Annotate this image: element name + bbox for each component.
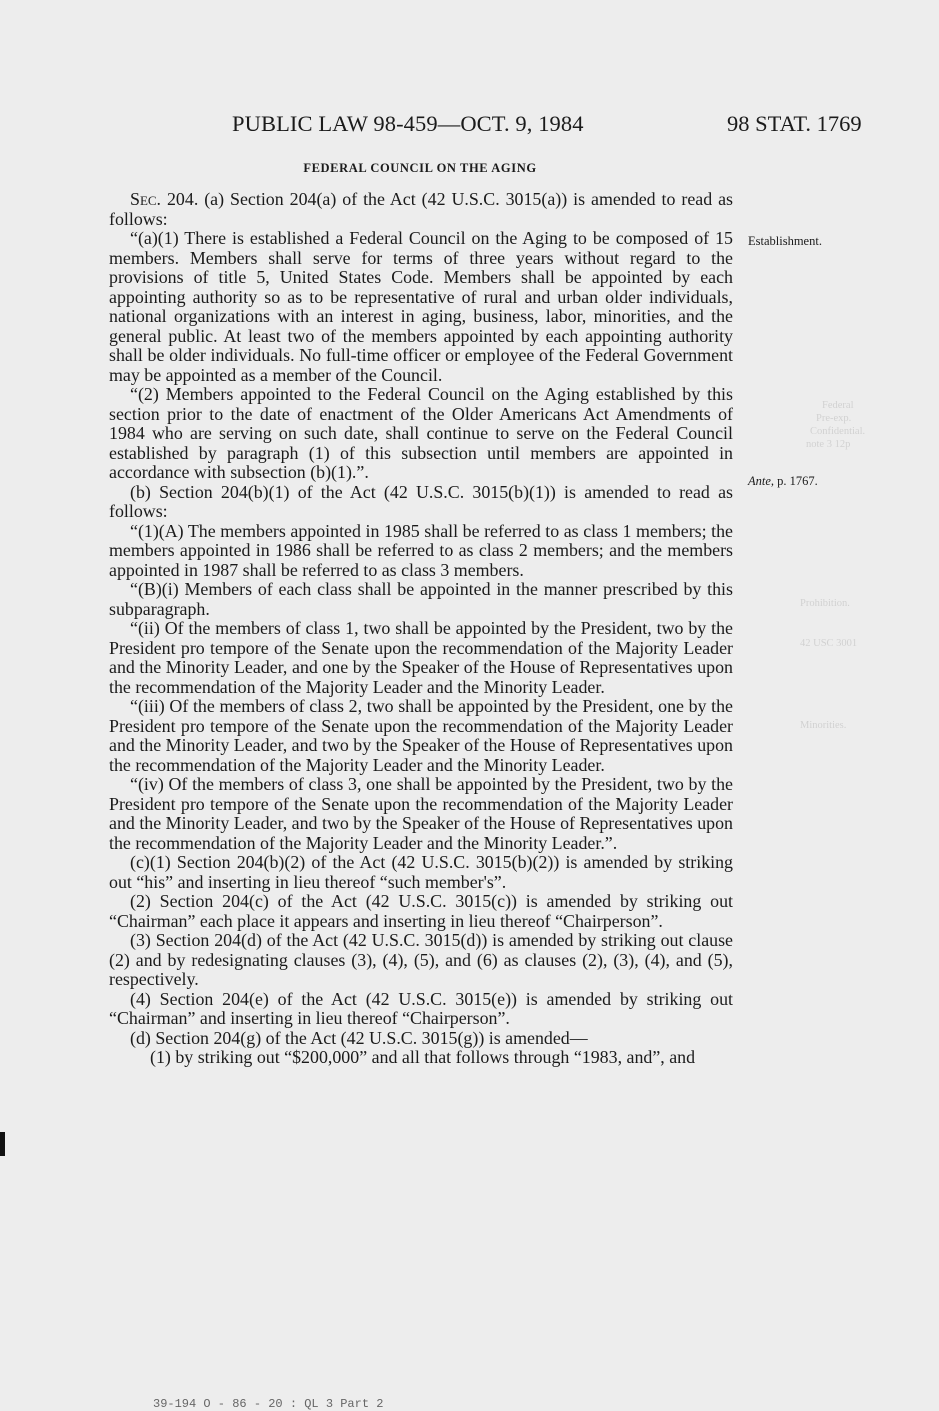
bleed-through-text: 42 USC 3001 <box>800 638 858 649</box>
paragraph-a2: “(2) Members appointed to the Federal Council on the Aging established by this section prior to the date of enactment of the Older Americans Act Amendments of 1984 who are serving on such date, shall continue to serve on the Federal Council established by paragraph (1) of this subsection until members are appointed in accordance with subsection (b)(1).”. <box>109 384 733 482</box>
section-title: FEDERAL COUNCIL ON THE AGING <box>303 161 537 175</box>
paragraph-sec-204-a <box>109 190 733 229</box>
bleed-through-text: Federal <box>822 400 854 411</box>
body-text <box>109 190 733 1068</box>
page-footer: 39-194 O - 86 - 20 : QL 3 Part 2 <box>153 1397 384 1411</box>
running-header-law: PUBLIC LAW 98-459—OCT. 9, 1984 <box>232 111 584 136</box>
paragraph-iii: “(iii) Of the members of class 2, two shall be appointed by the President, one by the President pro tempore of the Senate upon the recommendation of the Majority Leader and the Minority Leader, and two by the Speaker of the House of Representatives upon the recommendation of the Majority Leader and the Minority Leader. <box>109 696 733 775</box>
margin-note-establishment: Establishment. <box>748 234 822 248</box>
running-header-stat: 98 STAT. 1769 <box>727 111 862 136</box>
bleed-through-text: Confidential. <box>810 426 866 437</box>
paragraph-c1: (c)(1) Section 204(b)(2) of the Act (42 U.S.C. 3015(b)(2)) is amended by striking out “his” and inserting in lieu thereof “such member's”. <box>109 852 733 892</box>
paragraph-c2: (2) Section 204(c) of the Act (42 U.S.C. 3015(c)) is amended by striking out “Chairman” each place it appears and inserting in lieu thereof “Chairperson”. <box>109 891 733 931</box>
bleed-through-text: note 3 12p <box>806 439 851 450</box>
margin-note-ante-italic: Ante, <box>748 474 775 488</box>
paragraph-ii: “(ii) Of the members of class 1, two shall be appointed by the President, two by the President pro tempore of the Senate upon the recommendation of the Majority Leader and the Minority Leader, and one by the Speaker of the House of Representatives upon the recommendation of the Majority Leader and the Minority Leader. <box>109 618 733 697</box>
scan-edge-mark <box>0 1132 5 1156</box>
margin-note-ante <box>748 474 818 489</box>
paragraph-c3: (3) Section 204(d) of the Act (42 U.S.C. 3015(d)) is amended by striking out clause (2) and by redesignating clauses (3), (4), (5), and (6) as clauses (2), (3), (4), and (5), respectively. <box>109 930 733 989</box>
paragraph-iv: “(iv) Of the members of class 3, one shall be appointed by the President, two by the President pro tempore of the Senate upon the recommendation of the Majority Leader and the Minority Leader, and two by the Speaker of the House of Representatives upon the recommendation of the Majority Leader and the Minority Leader.”. <box>109 774 733 853</box>
paragraph-a1: “(a)(1) There is established a Federal Council on the Aging to be composed of 15 members. Members shall serve for terms of three years without regard to the provisions of title 5, United States Code. Members shall be appointed by each appointing authority so as to be representative of rural and urban older individuals, national organizations with an interest in aging, business, labor, minorities, and the general public. At least two of the members appointed by each appointing authority shall be older individuals. No full-time officer or employee of the Federal Government may be appointed as a member of the Council. <box>109 228 733 385</box>
paragraph-d: (d) Section 204(g) of the Act (42 U.S.C. 3015(g)) is amended— <box>130 1027 588 1048</box>
paragraph-d1: (1) by striking out “$200,000” and all that follows through “1983, and”, and <box>150 1047 696 1067</box>
paragraph-b1A: “(1)(A) The members appointed in 1985 shall be referred to as class 1 members; the members appointed in 1986 shall be referred to as class 2 members; and the members appointed in 1987 shall be referred to as class 3 members. <box>109 520 733 580</box>
paragraph-bBi: “(B)(i) Members of each class shall be appointed in the manner prescribed by this subparagraph. <box>109 579 733 619</box>
margin-note-ante-page: p. 1767. <box>774 474 818 488</box>
bleed-through-text: Prohibition. <box>800 598 850 609</box>
section-abbrev: Sec. <box>130 189 162 209</box>
paragraph-text: 204. (a) Section 204(a) of the Act (42 U.S.C. 3015(a)) is amended to read as follows: <box>109 189 733 229</box>
bleed-through-text: Minorities. <box>800 720 847 731</box>
bleed-through-text: Pre-exp. <box>816 413 852 424</box>
paragraph-b: (b) Section 204(b)(1) of the Act (42 U.S.C. 3015(b)(1)) is amended to read as follows: <box>109 481 733 521</box>
paragraph-c4: (4) Section 204(e) of the Act (42 U.S.C. 3015(e)) is amended by striking out “Chairman” and inserting in lieu thereof “Chairperson”. <box>109 988 733 1028</box>
